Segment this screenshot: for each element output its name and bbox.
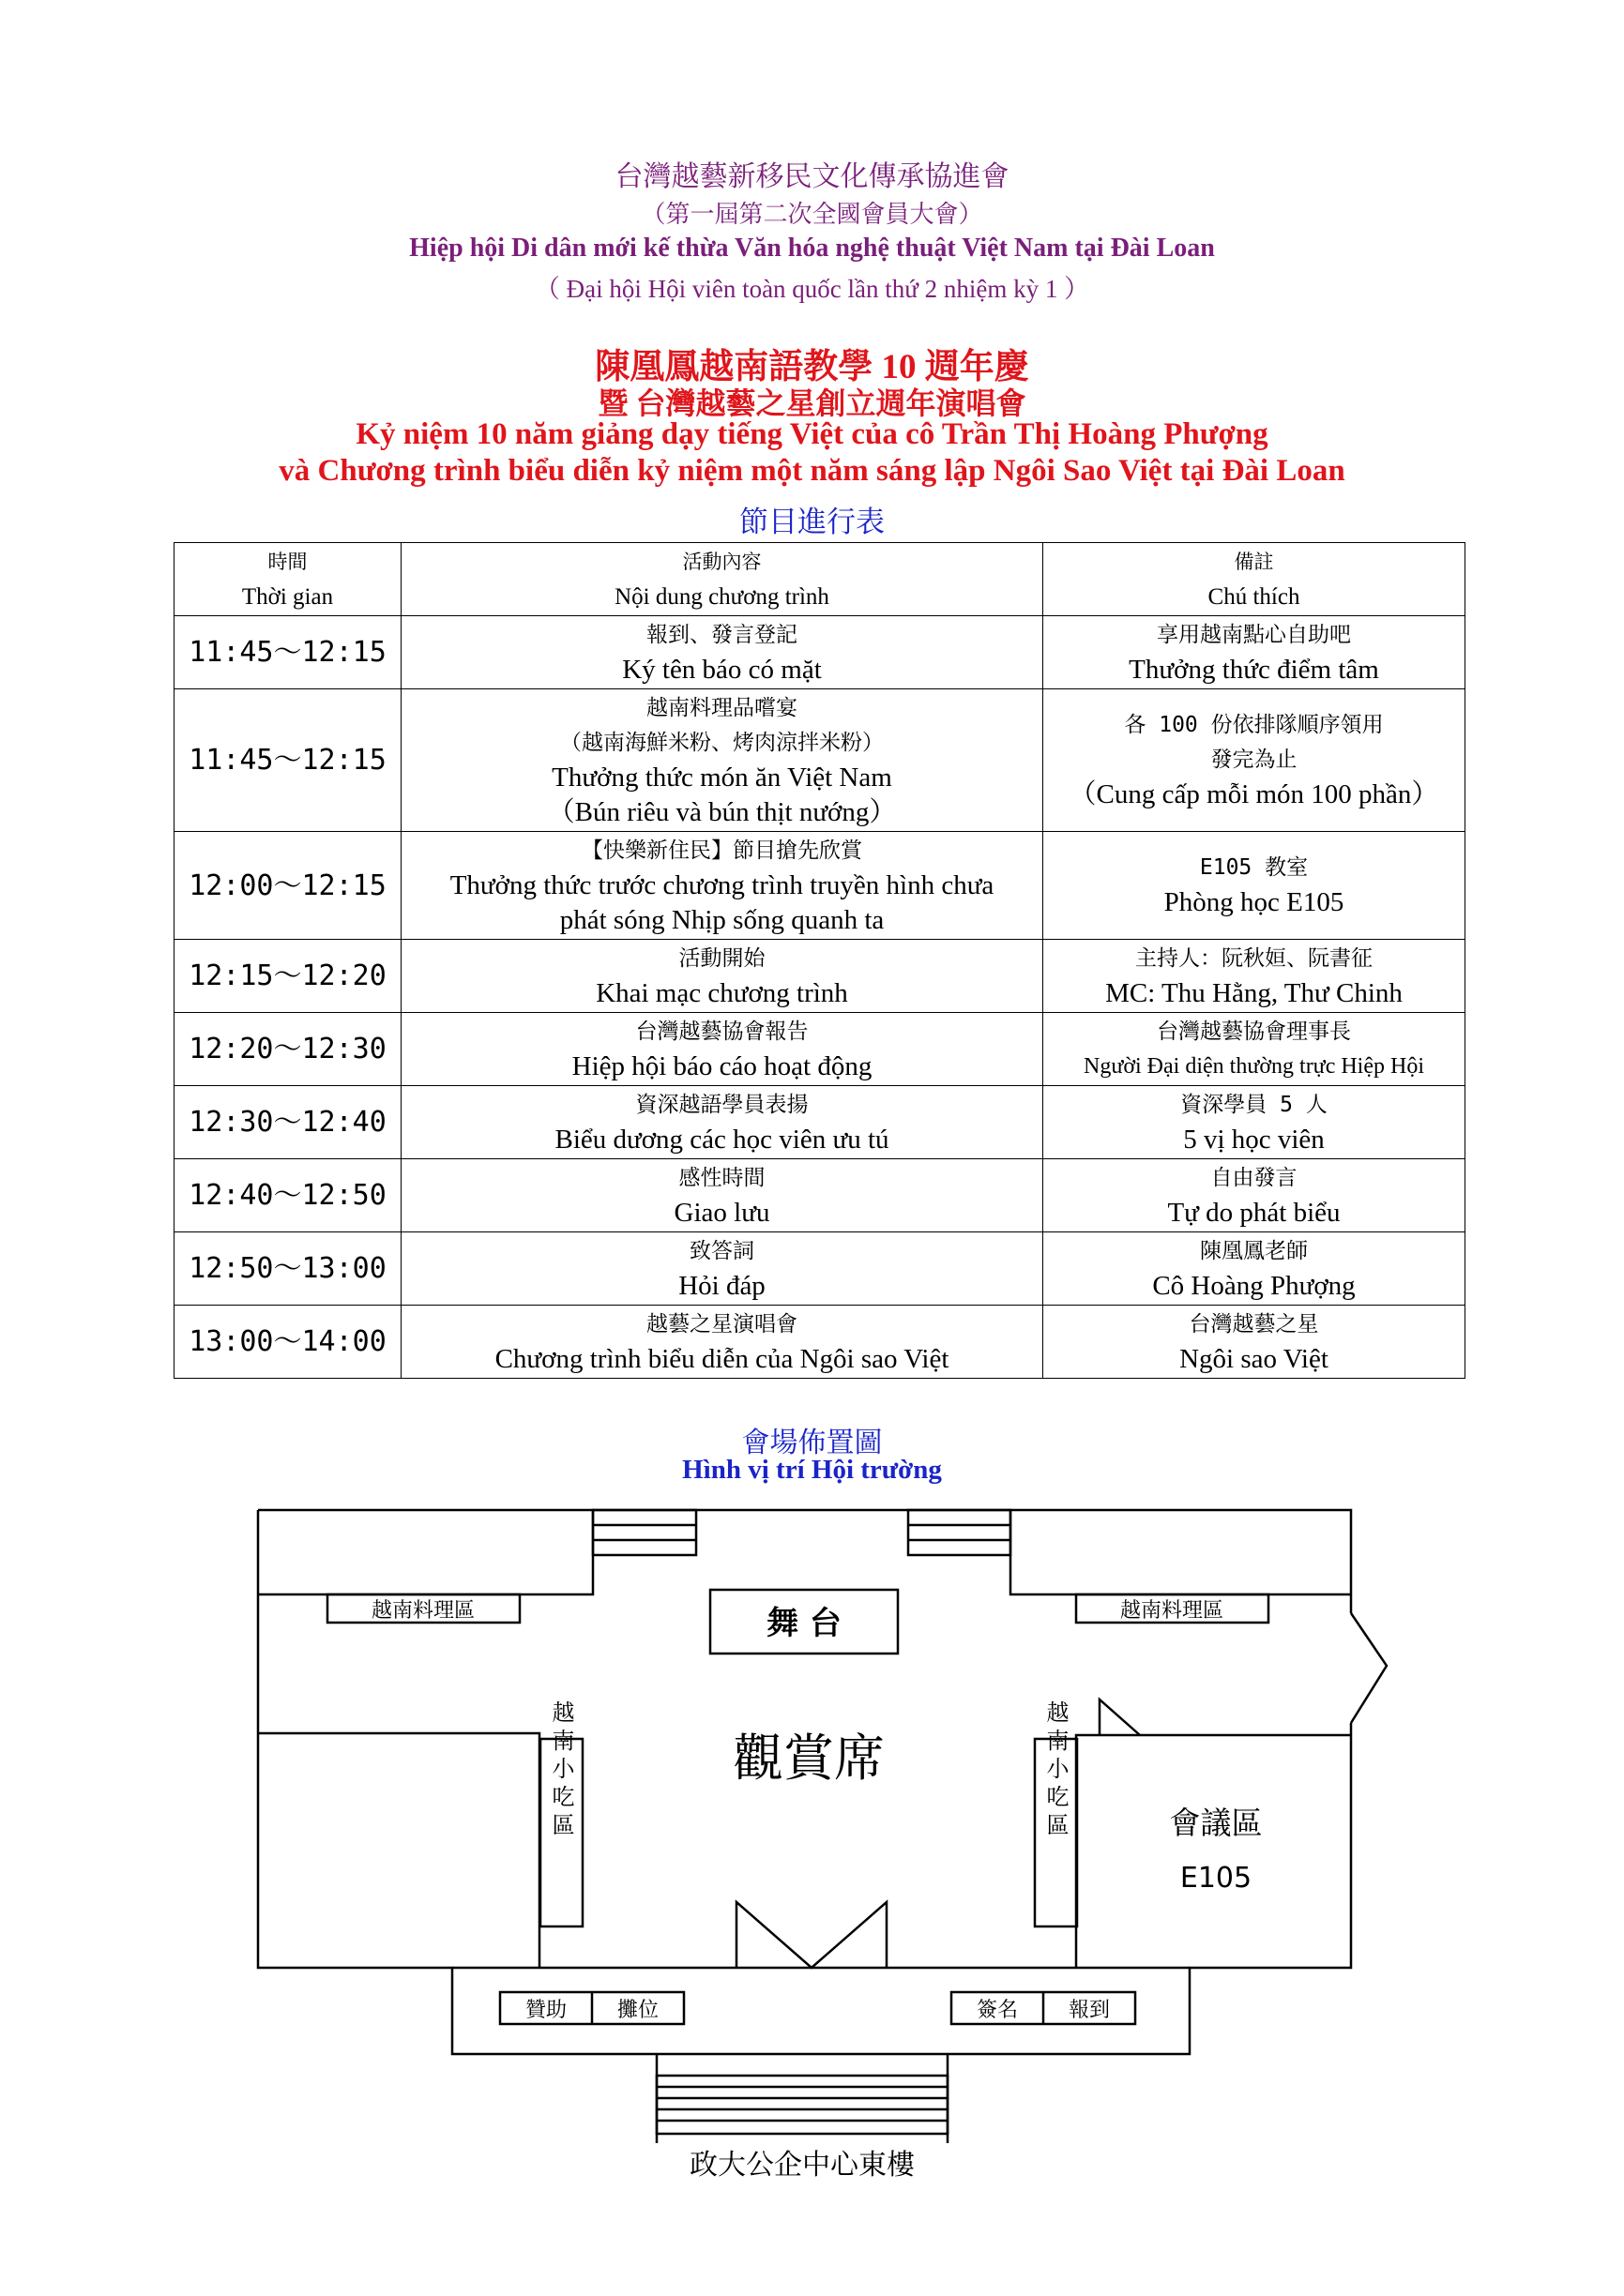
row-content: 活動開始 Khai mạc chương trình	[402, 940, 1043, 1013]
header-time: 時間 Thời gian	[175, 543, 402, 616]
stairs-left	[593, 1510, 696, 1555]
row-note: 陳凰鳳老師 Cô Hoàng Phượng	[1043, 1232, 1465, 1306]
meeting-door	[1100, 1699, 1140, 1735]
sign-label: 簽名	[976, 1999, 1019, 2022]
meeting-area-label: 會議區	[1169, 1805, 1263, 1841]
checkin-label: 報到	[1068, 1999, 1111, 2022]
row-note: 資深學員 5 人 5 vị học viên	[1043, 1086, 1465, 1159]
org-name-vn: Hiệp hội Di dân mới kế thừa Văn hóa nghệ thuật Việt Nam tại Đài Loan	[409, 234, 1215, 263]
entrance-steps	[657, 2076, 948, 2134]
entrance-door	[736, 1902, 887, 1968]
row-note: E105 教室 Phòng học E105	[1043, 832, 1465, 940]
org-name-zh: 台灣越藝新移民文化傳承協進會	[615, 161, 1009, 192]
right-door	[1351, 1613, 1387, 1723]
row-note: 各 100 份依排隊順序領用 發完為止 （Cung cấp mỗi món 100 phần）	[1043, 689, 1465, 832]
hall-outline-top	[258, 1510, 1351, 1613]
event-title-zh: 陳凰鳳越南語教學 10 週年慶	[595, 348, 1029, 386]
row-note: 自由發言 Tự do phát biểu	[1043, 1159, 1465, 1232]
event-title-vn: Kỷ niệm 10 năm giảng dạy tiếng Việt của cô Trần Thị Hoàng Phượng	[356, 417, 1268, 451]
meeting-room	[1076, 1735, 1351, 1968]
food-area-left-label: 越南料理區	[371, 1599, 476, 1623]
row-content: 致答詞 Hỏi đáp	[402, 1232, 1043, 1306]
row-time: 12:50～13:00	[175, 1232, 402, 1306]
stairs-right	[908, 1510, 1010, 1555]
schedule-title: 節目進行表	[739, 506, 885, 538]
room-left-lower	[258, 1733, 539, 1968]
row-note: 台灣越藝協會理事長 Người Đại diện thường trực Hiệp Hội	[1043, 1013, 1465, 1086]
food-area-right-label: 越南料理區	[1119, 1599, 1224, 1623]
row-content: 越南料理品嚐宴 （越南海鮮米粉、烤肉涼拌米粉） Thưởng thức món ăn Việt Nam （Bún riêu và bún thịt nướng）	[402, 689, 1043, 832]
row-time: 11:45～12:15	[175, 689, 402, 832]
venue-title-vn: Hình vị trí Hội trường	[682, 1455, 942, 1485]
venue-title-zh: 會場佈置圖	[741, 1427, 883, 1458]
row-time: 12:00～12:15	[175, 832, 402, 940]
row-time: 12:15～12:20	[175, 940, 402, 1013]
row-note: 主持人：阮秋姮、阮書征 MC: Thu Hằng, Thư Chinh	[1043, 940, 1465, 1013]
room-top-right	[1010, 1510, 1351, 1594]
row-content: 報到、發言登記 Ký tên báo có mặt	[402, 616, 1043, 689]
row-note: 台灣越藝之星 Ngôi sao Việt	[1043, 1306, 1465, 1379]
row-content: 資深越語學員表揚 Biểu dương các học viên ưu tú	[402, 1086, 1043, 1159]
row-content: 感性時間 Giao lưu	[402, 1159, 1043, 1232]
header-content: 活動內容 Nội dung chương trình	[402, 543, 1043, 616]
event-subtitle-zh: 暨 台灣越藝之星創立週年演唱會	[598, 386, 1026, 420]
stage-label: 舞 台	[766, 1605, 842, 1642]
snack-area-right-label: 越南小吃區	[1042, 1700, 1069, 1841]
room-top-left	[258, 1510, 593, 1594]
row-note: 享用越南點心自助吧 Thưởng thức điểm tâm	[1043, 616, 1465, 689]
meeting-name-zh: （第一屆第二次全國會員大會）	[641, 201, 983, 228]
event-subtitle-vn: và Chương trình biểu diễn kỷ niệm một năm sáng lập Ngôi Sao Việt tại Đài Loan	[279, 454, 1345, 488]
row-content: 台灣越藝協會報告 Hiệp hội báo cáo hoạt động	[402, 1013, 1043, 1086]
seating-label: 觀賞席	[733, 1729, 885, 1788]
row-time: 11:45～12:15	[175, 616, 402, 689]
snack-area-left-label: 越南小吃區	[548, 1700, 574, 1841]
row-content: 越藝之星演唱會 Chương trình biểu diễn của Ngôi sao Việt	[402, 1306, 1043, 1379]
sponsor-label: 贊助	[524, 1999, 568, 2022]
header-note: 備註 Chú thích	[1043, 543, 1465, 616]
row-time: 12:30～12:40	[175, 1086, 402, 1159]
row-time: 12:20～12:30	[175, 1013, 402, 1086]
row-content: 【快樂新住民】節目搶先欣賞 Thưởng thức trước chương trình truyền hình chưa phát sóng Nhịp sống quanh ta	[402, 832, 1043, 940]
row-time: 12:40～12:50	[175, 1159, 402, 1232]
row-time: 13:00～14:00	[175, 1306, 402, 1379]
room-e105-label: E105	[1179, 1862, 1252, 1895]
meeting-name-vn: （ Đại hội Hội viên toàn quốc lần thứ 2 nhiệm kỳ 1 ）	[534, 275, 1090, 303]
building-label: 政大公企中心東樓	[690, 2149, 915, 2182]
booth-label: 攤位	[616, 1999, 660, 2022]
